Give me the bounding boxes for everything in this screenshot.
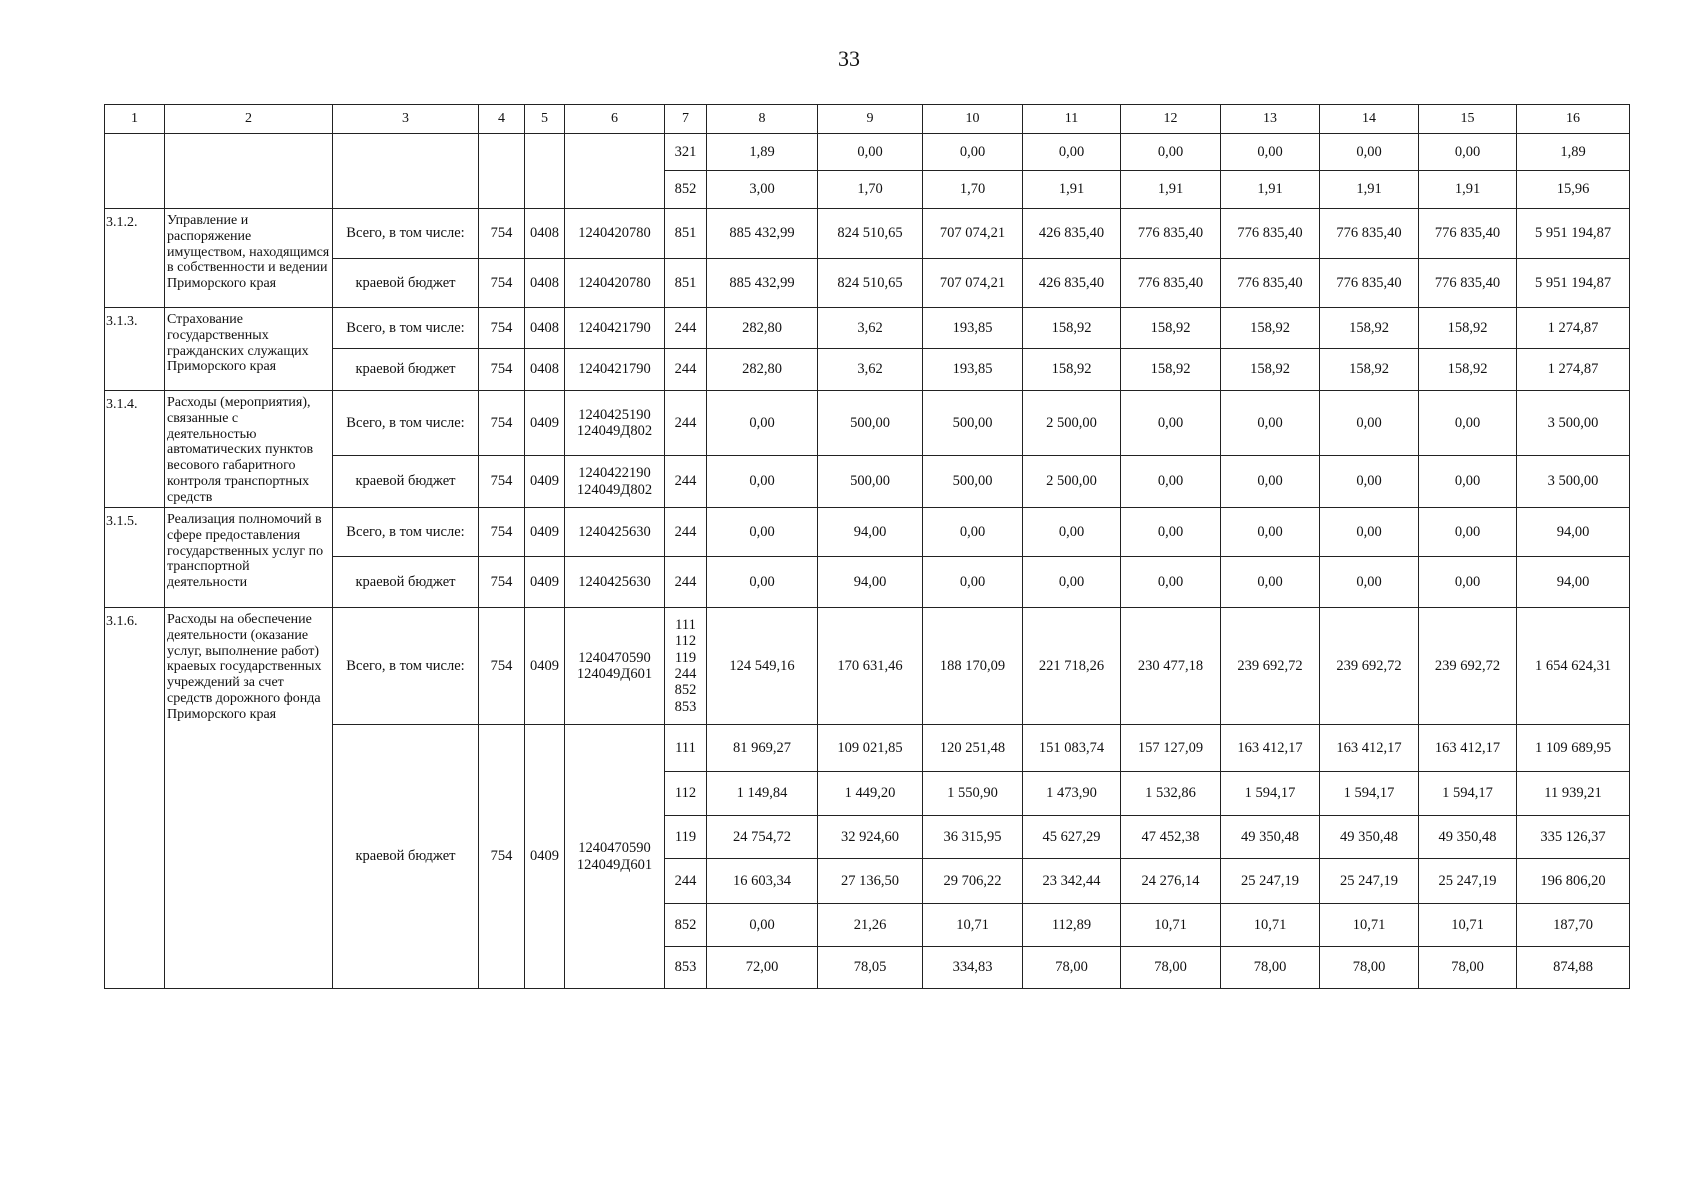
value-cell: 707 074,21 xyxy=(923,259,1023,308)
table-row xyxy=(105,456,1630,508)
value-cell: 0,00 xyxy=(1419,134,1517,171)
table-row xyxy=(105,557,1630,608)
value-cell: 221 718,26 xyxy=(1023,608,1121,725)
code-line: 1240425630 xyxy=(578,573,651,590)
value-cell: 3,62 xyxy=(818,308,923,349)
column-header: 4 xyxy=(479,105,525,134)
value-cell: 94,00 xyxy=(1517,557,1630,608)
kvr-cell: 112 xyxy=(665,772,707,816)
value-cell: 776 835,40 xyxy=(1320,209,1419,259)
table-row xyxy=(105,391,1630,456)
value-cell: 0,00 xyxy=(1320,391,1419,456)
value-cell: 25 247,19 xyxy=(1221,859,1320,904)
code-6 xyxy=(565,259,665,308)
value-cell: 334,83 xyxy=(923,947,1023,989)
code-5: 0409 xyxy=(525,508,565,557)
funding-source: Всего, в том числе: xyxy=(333,608,479,725)
value-cell: 0,00 xyxy=(1419,557,1517,608)
value-cell: 1 149,84 xyxy=(707,772,818,816)
value-cell: 885 432,99 xyxy=(707,209,818,259)
value-cell: 158,92 xyxy=(1023,349,1121,391)
funding-source: краевой бюджет xyxy=(333,456,479,508)
value-cell: 1 449,20 xyxy=(818,772,923,816)
value-cell: 23 342,44 xyxy=(1023,859,1121,904)
value-cell: 158,92 xyxy=(1221,349,1320,391)
kvr-cell: 119 xyxy=(665,816,707,859)
value-cell: 170 631,46 xyxy=(818,608,923,725)
value-cell: 1,91 xyxy=(1023,171,1121,209)
code-line: 1240470590 xyxy=(578,649,651,666)
value-cell: 0,00 xyxy=(818,134,923,171)
value-cell: 124 549,16 xyxy=(707,608,818,725)
code-line: 1240425190 xyxy=(578,406,651,423)
value-cell: 1 594,17 xyxy=(1419,772,1517,816)
item-description: Расходы на обеспечение деятельности (оказание услуг, выполнение работ) краевых государственных учреждений за счет средств дорожного фонда Приморского края xyxy=(165,608,333,989)
value-cell: 94,00 xyxy=(818,557,923,608)
item-description: Реализация полномочий в сфере предоставления государственных услуг по транспортной деятельности xyxy=(165,508,333,608)
kvr-cell xyxy=(665,308,707,349)
value-cell: 196 806,20 xyxy=(1517,859,1630,904)
value-cell: 3,00 xyxy=(707,171,818,209)
value-cell: 776 835,40 xyxy=(1121,259,1221,308)
funding-source: Всего, в том числе: xyxy=(333,508,479,557)
code-line: 851 xyxy=(674,225,697,242)
value-cell: 158,92 xyxy=(1221,308,1320,349)
value-cell: 78,05 xyxy=(818,947,923,989)
value-cell: 10,71 xyxy=(1221,904,1320,947)
kvr-cell: 321 xyxy=(665,134,707,171)
code-5: 0408 xyxy=(525,349,565,391)
code-4: 754 xyxy=(479,308,525,349)
value-cell: 158,92 xyxy=(1419,349,1517,391)
column-header: 9 xyxy=(818,105,923,134)
code-line: 124049Д802 xyxy=(576,423,653,439)
code-4: 754 xyxy=(479,259,525,308)
header-row xyxy=(105,105,1630,134)
value-cell: 1,91 xyxy=(1121,171,1221,209)
kvr-cell xyxy=(665,557,707,608)
item-number: 3.1.4. xyxy=(105,391,165,508)
value-cell: 0,00 xyxy=(1221,391,1320,456)
value-cell: 5 951 194,87 xyxy=(1517,209,1630,259)
code-line: 1240422190 xyxy=(578,465,651,482)
code-6 xyxy=(565,557,665,608)
item-description: Управление и распоряжение имуществом, находящимся в собственности и ведении Приморского края xyxy=(165,209,333,308)
code-5: 0409 xyxy=(525,557,565,608)
kvr-cell: 111 xyxy=(665,725,707,772)
value-cell: 188 170,09 xyxy=(923,608,1023,725)
value-cell: 776 835,40 xyxy=(1320,259,1419,308)
column-header: 5 xyxy=(525,105,565,134)
value-cell: 1,89 xyxy=(707,134,818,171)
value-cell: 1 550,90 xyxy=(923,772,1023,816)
value-cell: 776 835,40 xyxy=(1121,209,1221,259)
empty-cell xyxy=(565,134,665,209)
column-header: 15 xyxy=(1419,105,1517,134)
item-description: Страхование государственных гражданских служащих Приморского края xyxy=(165,308,333,391)
funding-source: краевой бюджет xyxy=(333,725,479,989)
value-cell: 11 939,21 xyxy=(1517,772,1630,816)
code-5: 0409 xyxy=(525,608,565,725)
item-number: 3.1.6. xyxy=(105,608,165,989)
code-6 xyxy=(565,349,665,391)
value-cell: 426 835,40 xyxy=(1023,209,1121,259)
kvr-cell xyxy=(665,608,707,725)
kvr-cell xyxy=(665,456,707,508)
item-number: 3.1.3. xyxy=(105,308,165,391)
kvr-cell xyxy=(665,209,707,259)
value-cell: 47 452,38 xyxy=(1121,816,1221,859)
column-header: 11 xyxy=(1023,105,1121,134)
value-cell: 0,00 xyxy=(1121,508,1221,557)
item-description: Расходы (мероприятия), связанные с деятельностью автоматических пунктов весового габаритного контроля транспортных средств xyxy=(165,391,333,508)
value-cell: 5 951 194,87 xyxy=(1517,259,1630,308)
column-header: 8 xyxy=(707,105,818,134)
value-cell: 824 510,65 xyxy=(818,259,923,308)
code-line: 1240420780 xyxy=(578,274,651,291)
code-line: 853 xyxy=(674,698,697,715)
value-cell: 230 477,18 xyxy=(1121,608,1221,725)
value-cell: 24 276,14 xyxy=(1121,859,1221,904)
value-cell: 0,00 xyxy=(707,904,818,947)
column-header: 3 xyxy=(333,105,479,134)
value-cell: 120 251,48 xyxy=(923,725,1023,772)
value-cell: 0,00 xyxy=(707,557,818,608)
value-cell: 1 274,87 xyxy=(1517,349,1630,391)
value-cell: 1,70 xyxy=(818,171,923,209)
value-cell: 776 835,40 xyxy=(1419,259,1517,308)
code-6 xyxy=(565,456,665,508)
value-cell: 0,00 xyxy=(707,456,818,508)
table-row xyxy=(105,209,1630,259)
column-header: 14 xyxy=(1320,105,1419,134)
value-cell: 158,92 xyxy=(1320,349,1419,391)
value-cell: 0,00 xyxy=(1320,134,1419,171)
table-row xyxy=(105,134,1630,171)
value-cell: 0,00 xyxy=(1221,456,1320,508)
value-cell: 49 350,48 xyxy=(1221,816,1320,859)
code-4: 754 xyxy=(479,391,525,456)
code-4: 754 xyxy=(479,508,525,557)
value-cell: 426 835,40 xyxy=(1023,259,1121,308)
value-cell: 282,80 xyxy=(707,308,818,349)
code-line: 851 xyxy=(674,274,697,291)
value-cell: 32 924,60 xyxy=(818,816,923,859)
value-cell: 94,00 xyxy=(818,508,923,557)
code-4: 754 xyxy=(479,608,525,725)
value-cell: 707 074,21 xyxy=(923,209,1023,259)
value-cell: 25 247,19 xyxy=(1320,859,1419,904)
kvr-cell xyxy=(665,349,707,391)
value-cell: 885 432,99 xyxy=(707,259,818,308)
value-cell: 193,85 xyxy=(923,349,1023,391)
value-cell: 163 412,17 xyxy=(1221,725,1320,772)
budget-table xyxy=(104,104,1630,989)
value-cell: 193,85 xyxy=(923,308,1023,349)
value-cell: 0,00 xyxy=(1320,456,1419,508)
code-line: 244 xyxy=(674,523,697,540)
value-cell: 1,70 xyxy=(923,171,1023,209)
table-row xyxy=(105,608,1630,725)
value-cell: 78,00 xyxy=(1320,947,1419,989)
value-cell: 187,70 xyxy=(1517,904,1630,947)
code-6 xyxy=(565,209,665,259)
value-cell: 49 350,48 xyxy=(1419,816,1517,859)
funding-source: краевой бюджет xyxy=(333,259,479,308)
value-cell: 158,92 xyxy=(1121,349,1221,391)
value-cell: 27 136,50 xyxy=(818,859,923,904)
value-cell: 112,89 xyxy=(1023,904,1121,947)
value-cell: 1,91 xyxy=(1320,171,1419,209)
value-cell: 10,71 xyxy=(1419,904,1517,947)
empty-cell xyxy=(525,134,565,209)
code-6 xyxy=(565,608,665,725)
value-cell: 0,00 xyxy=(1121,557,1221,608)
code-line: 244 xyxy=(674,666,697,682)
code-line: 119 xyxy=(674,649,697,666)
value-cell: 500,00 xyxy=(923,456,1023,508)
value-cell: 72,00 xyxy=(707,947,818,989)
kvr-cell: 852 xyxy=(665,171,707,209)
value-cell: 78,00 xyxy=(1221,947,1320,989)
funding-source: Всего, в том числе: xyxy=(333,308,479,349)
code-4: 754 xyxy=(479,557,525,608)
table-row xyxy=(105,508,1630,557)
column-header: 7 xyxy=(665,105,707,134)
column-header: 6 xyxy=(565,105,665,134)
kvr-cell xyxy=(665,508,707,557)
value-cell: 239 692,72 xyxy=(1320,608,1419,725)
funding-source: Всего, в том числе: xyxy=(333,209,479,259)
code-5: 0408 xyxy=(525,209,565,259)
code-4: 754 xyxy=(479,349,525,391)
code-line: 112 xyxy=(674,633,697,650)
code-line: 1240421790 xyxy=(578,361,651,378)
funding-source: краевой бюджет xyxy=(333,349,479,391)
code-line: 244 xyxy=(674,473,697,490)
value-cell: 10,71 xyxy=(923,904,1023,947)
value-cell: 0,00 xyxy=(1121,456,1221,508)
value-cell: 1,91 xyxy=(1419,171,1517,209)
code-line: 124049Д802 xyxy=(576,481,653,498)
column-header: 13 xyxy=(1221,105,1320,134)
value-cell: 0,00 xyxy=(1023,557,1121,608)
value-cell: 0,00 xyxy=(1221,508,1320,557)
value-cell: 0,00 xyxy=(1419,391,1517,456)
item-number: 3.1.2. xyxy=(105,209,165,308)
value-cell: 78,00 xyxy=(1419,947,1517,989)
value-cell: 239 692,72 xyxy=(1419,608,1517,725)
value-cell: 0,00 xyxy=(707,508,818,557)
kvr-cell: 852 xyxy=(665,904,707,947)
value-cell: 500,00 xyxy=(818,456,923,508)
code-4: 754 xyxy=(479,456,525,508)
code-5: 0409 xyxy=(525,725,565,989)
funding-source: Всего, в том числе: xyxy=(333,391,479,456)
value-cell: 1 654 624,31 xyxy=(1517,608,1630,725)
code-6 xyxy=(565,308,665,349)
value-cell: 0,00 xyxy=(1121,391,1221,456)
value-cell: 163 412,17 xyxy=(1320,725,1419,772)
value-cell: 0,00 xyxy=(923,134,1023,171)
code-line: 1240425630 xyxy=(578,523,651,540)
code-line: 124049Д601 xyxy=(576,666,653,682)
value-cell: 0,00 xyxy=(923,508,1023,557)
value-cell: 1 274,87 xyxy=(1517,308,1630,349)
column-header: 2 xyxy=(165,105,333,134)
value-cell: 824 510,65 xyxy=(818,209,923,259)
table-row xyxy=(105,349,1630,391)
value-cell: 16 603,34 xyxy=(707,859,818,904)
code-line: 852 xyxy=(674,682,697,699)
table-row xyxy=(105,308,1630,349)
code-line: 244 xyxy=(674,414,697,431)
value-cell: 158,92 xyxy=(1320,308,1419,349)
funding-source: краевой бюджет xyxy=(333,557,479,608)
kvr-cell xyxy=(665,259,707,308)
value-cell: 151 083,74 xyxy=(1023,725,1121,772)
code-6 xyxy=(565,508,665,557)
value-cell: 0,00 xyxy=(923,557,1023,608)
value-cell: 874,88 xyxy=(1517,947,1630,989)
value-cell: 0,00 xyxy=(707,391,818,456)
code-line: 124049Д601 xyxy=(576,856,653,873)
value-cell: 500,00 xyxy=(923,391,1023,456)
table-row xyxy=(105,259,1630,308)
value-cell: 335 126,37 xyxy=(1517,816,1630,859)
value-cell: 0,00 xyxy=(1419,456,1517,508)
value-cell: 0,00 xyxy=(1121,134,1221,171)
value-cell: 3 500,00 xyxy=(1517,456,1630,508)
empty-cell xyxy=(105,134,165,209)
value-cell: 158,92 xyxy=(1419,308,1517,349)
value-cell: 49 350,48 xyxy=(1320,816,1419,859)
value-cell: 1 532,86 xyxy=(1121,772,1221,816)
empty-cell xyxy=(333,134,479,209)
value-cell: 0,00 xyxy=(1320,508,1419,557)
code-6 xyxy=(565,391,665,456)
value-cell: 776 835,40 xyxy=(1419,209,1517,259)
code-line: 1240470590 xyxy=(578,840,651,857)
value-cell: 0,00 xyxy=(1419,508,1517,557)
value-cell: 25 247,19 xyxy=(1419,859,1517,904)
code-line: 244 xyxy=(674,319,697,336)
value-cell: 0,00 xyxy=(1320,557,1419,608)
code-line: 244 xyxy=(674,361,697,378)
value-cell: 282,80 xyxy=(707,349,818,391)
code-4: 754 xyxy=(479,725,525,989)
value-cell: 158,92 xyxy=(1121,308,1221,349)
column-header: 10 xyxy=(923,105,1023,134)
column-header: 12 xyxy=(1121,105,1221,134)
empty-cell xyxy=(165,134,333,209)
value-cell: 45 627,29 xyxy=(1023,816,1121,859)
value-cell: 2 500,00 xyxy=(1023,456,1121,508)
value-cell: 94,00 xyxy=(1517,508,1630,557)
page-number: 33 xyxy=(838,46,860,71)
value-cell: 10,71 xyxy=(1320,904,1419,947)
value-cell: 776 835,40 xyxy=(1221,209,1320,259)
value-cell: 1 594,17 xyxy=(1320,772,1419,816)
value-cell: 21,26 xyxy=(818,904,923,947)
code-line: 1240421790 xyxy=(578,319,651,336)
value-cell: 78,00 xyxy=(1121,947,1221,989)
value-cell: 0,00 xyxy=(1221,557,1320,608)
value-cell: 1 473,90 xyxy=(1023,772,1121,816)
column-header: 16 xyxy=(1517,105,1630,134)
value-cell: 1,89 xyxy=(1517,134,1630,171)
item-number: 3.1.5. xyxy=(105,508,165,608)
value-cell: 36 315,95 xyxy=(923,816,1023,859)
value-cell: 0,00 xyxy=(1023,508,1121,557)
code-5: 0409 xyxy=(525,456,565,508)
value-cell: 500,00 xyxy=(818,391,923,456)
value-cell: 29 706,22 xyxy=(923,859,1023,904)
code-5: 0408 xyxy=(525,259,565,308)
table-row xyxy=(105,725,1630,772)
value-cell: 1 594,17 xyxy=(1221,772,1320,816)
value-cell: 158,92 xyxy=(1023,308,1121,349)
value-cell: 81 969,27 xyxy=(707,725,818,772)
value-cell: 0,00 xyxy=(1221,134,1320,171)
column-header: 1 xyxy=(105,105,165,134)
value-cell: 78,00 xyxy=(1023,947,1121,989)
kvr-cell xyxy=(665,391,707,456)
value-cell: 3,62 xyxy=(818,349,923,391)
value-cell: 1 109 689,95 xyxy=(1517,725,1630,772)
value-cell: 10,71 xyxy=(1121,904,1221,947)
value-cell: 24 754,72 xyxy=(707,816,818,859)
code-4: 754 xyxy=(479,209,525,259)
empty-cell xyxy=(479,134,525,209)
value-cell: 15,96 xyxy=(1517,171,1630,209)
value-cell: 109 021,85 xyxy=(818,725,923,772)
value-cell: 157 127,09 xyxy=(1121,725,1221,772)
value-cell: 0,00 xyxy=(1023,134,1121,171)
value-cell: 3 500,00 xyxy=(1517,391,1630,456)
value-cell: 1,91 xyxy=(1221,171,1320,209)
code-line: 111 xyxy=(675,616,696,633)
code-5: 0408 xyxy=(525,308,565,349)
value-cell: 163 412,17 xyxy=(1419,725,1517,772)
value-cell: 776 835,40 xyxy=(1221,259,1320,308)
code-5: 0409 xyxy=(525,391,565,456)
value-cell: 2 500,00 xyxy=(1023,391,1121,456)
kvr-cell: 853 xyxy=(665,947,707,989)
kvr-cell: 244 xyxy=(665,859,707,904)
code-line: 244 xyxy=(674,573,697,590)
code-6 xyxy=(565,725,665,989)
code-line: 1240420780 xyxy=(578,225,651,242)
value-cell: 239 692,72 xyxy=(1221,608,1320,725)
